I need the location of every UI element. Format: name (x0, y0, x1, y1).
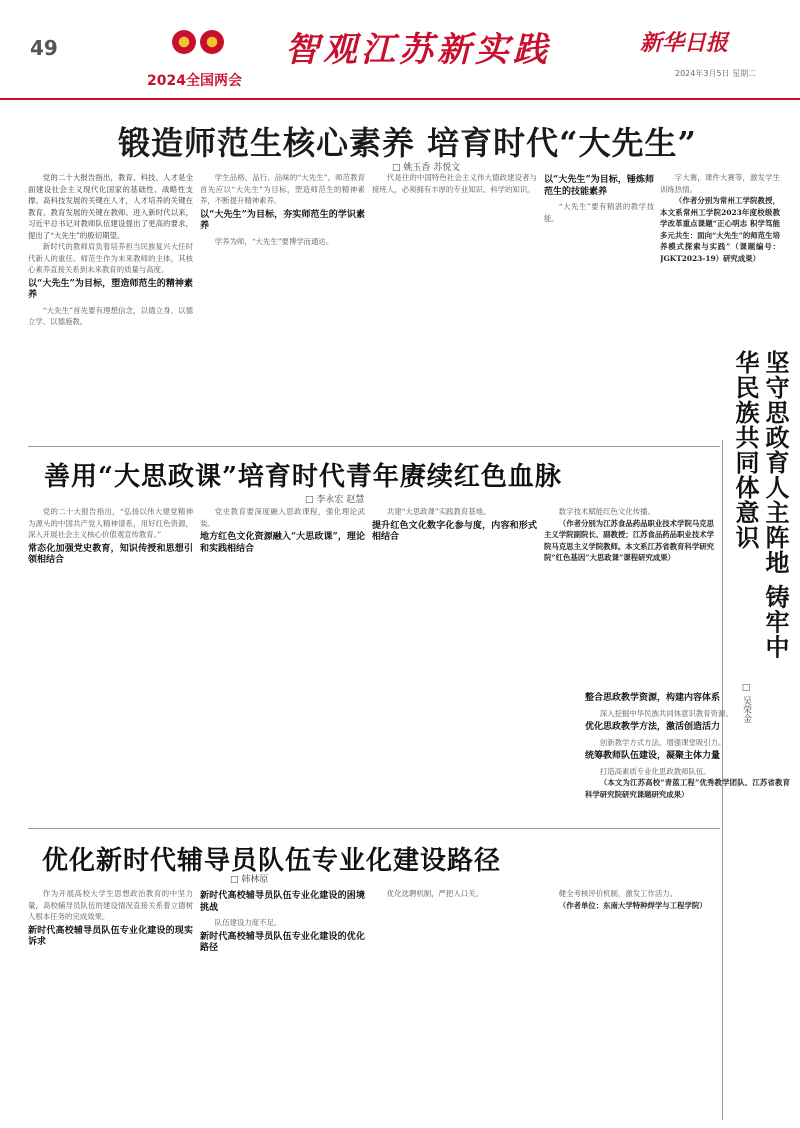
article2-body-text: 数字技术赋能红色文化传播。 (558, 507, 655, 516)
article3-sub3: 新时代高校辅导员队伍专业化建设的优化路径 (200, 931, 365, 953)
meeting-label: 2024全国两会 (147, 73, 242, 89)
article2-sub3: 提升红色文化数字化参与度，内容和形式相结合 (372, 520, 537, 542)
article3-sub1: 新时代高校辅导员队伍专业化建设的现实诉求 (28, 925, 193, 947)
article1-body-text: 字大赛，课件大赛等，激发学生训练热情。 (660, 173, 780, 194)
article1-col2 (200, 172, 365, 440)
article4-body (585, 690, 790, 1120)
column-title: 智观江苏新实践 (285, 30, 551, 70)
page-number: 49 (30, 36, 58, 60)
article4-author-note: （本文为江苏高校“青蓝工程”优秀教学团队、江苏省教育科学研究院研究课题研究成果） (585, 778, 790, 799)
article1-sub1: 以“大先生”为目标，塑造师范生的精神素养 (28, 278, 193, 300)
article1-body-text: 学生品格、品行、品味的“大先生”。师范教育首先应以“大先生”为目标，塑造师范生的精神素养，不断提升精神素养。 (200, 173, 365, 205)
article3-body-text: 健全考核评价机制，激发工作活力。 (558, 889, 678, 898)
article2-body-text: 党史教育要深度融入思政课程，强化理论武装。 (200, 507, 365, 528)
article1-body-text: 学养为师，“大先生”要博学而通达。 (214, 236, 334, 246)
article3-body-text: 优化选聘机制，严把入口关。 (386, 889, 483, 898)
article2-author-note: （作者分别为江苏食品药品职业技术学院马克思主义学院副院长、副教授；江苏食品药品职业技术学院马克思主义学院教师。本文系江苏省教育科学研究院“红色基因”大思政课”课程研究成果） (544, 518, 714, 562)
article2-col3 (372, 506, 537, 818)
article1-title: 锻造师范生核心素养 培育时代“大先生” (118, 124, 697, 162)
article3-col3 (372, 888, 537, 1118)
article3-byline: □ 韩林原 (230, 875, 269, 885)
article2-body-text: 党的二十大报告指出，“弘扬以伟大建党精神为源头的中国共产党人精神谱系，用好红色资源，深入开展社会主义核心价值观宣传教育。” (28, 507, 193, 539)
article1-author-note: （作者分别为常州工学院教授，本文系常州工学院2023年度校级教学改革重点课题“正心明志 积学笃能 多元共生：面向“大先生”的师范生培养模式探索与实践”（课题编号：JGKT2023-19）研究成果） (660, 196, 780, 263)
article4-body-text: 打造高素质专业化思政教师队伍。 (599, 766, 711, 776)
article3-col2 (200, 888, 365, 1118)
article3-sub2: 新时代高校辅导员队伍专业化建设的困境挑战 (200, 891, 365, 913)
article4-title: 坚守思政育人主阵地 铸牢中华民族共同体意识 (731, 350, 790, 660)
article1-byline: □ 姚玉香 苏悦文 (392, 163, 461, 173)
article4-body-text: 创新教学方式方法，增强课堂吸引力。 (599, 737, 726, 747)
article2-col1 (28, 506, 193, 818)
article2-byline: □ 李永宏 赵慧 (305, 495, 365, 505)
article1-body-text: “大先生”要有精湛的教学技能。 (544, 202, 654, 223)
article3-author-note: （作者单位：东南大学特种焊学与工程学院） (558, 900, 707, 910)
article4-sub1: 整合思政教学资源，构建内容体系 (585, 693, 721, 703)
article4-byline: □ 吴荣金 (741, 683, 751, 723)
article4-sub3: 统筹教师队伍建设，凝聚主体力量 (585, 751, 721, 761)
article1-col1 (28, 172, 193, 440)
article1-body-text: 代是往的中国特色社会主义伟大德政建设者与接班人，必须拥有丰厚的专业知识、科学的知识。 (372, 173, 537, 194)
article4-body-text: 深入挖掘中华民族共同体意识教育资源。 (599, 708, 733, 718)
article1-sub3: 以“大先生”为目标，锤炼师范生的技能素养 (544, 175, 654, 197)
article2-sub1: 常态化加强党史教育，知识传授和思想引领相结合 (28, 543, 193, 565)
article2-title: 善用“大思政课”培育时代青年赓续红色血脉 (44, 462, 562, 492)
divider (28, 446, 720, 447)
newspaper-logo: 新华日报 (640, 30, 729, 56)
article2-sub2: 地方红色文化资源融入“大思政课”，理论和实践相结合 (200, 532, 365, 554)
article1-col4 (544, 172, 654, 440)
article4-sub2: 优化思政教学方法，激活创造活力 (585, 722, 721, 732)
party-emblem-icon (172, 30, 196, 54)
article2-col2 (200, 506, 365, 818)
article1-sub2: 以“大先生”为目标，夯实师范生的学识素养 (200, 209, 365, 231)
article3-col1 (28, 888, 193, 1118)
issue-date: 2024年3月5日 星期二 (675, 69, 757, 78)
npc-emblem-icon (200, 30, 224, 54)
article3-body-text: 作为开展高校大学生思想政治教育的中坚力量，高校辅导员队伍的建设情况直接关系着立德树人根本任务的完成效果。 (28, 889, 193, 921)
article4-title-box (730, 350, 792, 680)
article2-body-text: 共建“大思政课”实践教育基地。 (386, 507, 491, 516)
article3-body-text: 队伍建设力度不足。 (214, 918, 282, 927)
article1-body-text: “大先生”首先要有理想信念，以德立身、以德立学、以德施教。 (28, 305, 193, 326)
article1-col3 (372, 172, 537, 440)
article1-body-text: 新时代的教师肩负着培养担当民族复兴大任时代新人的重任。师范生作为未来教师的主体，其核心素养直接关系到未来教育的质量与高度。 (28, 242, 193, 274)
article1-lead: 党的二十大报告指出，教育、科技、人才是全面建设社会主义现代化国家的基础性、战略性支撑。高科技发展的关键在人才，人才培养的关键在教育。教育发展的关键在教师。进入新时代以来，习近平总书记对教师队伍建设提出了更高的要求，提出了“大先生”的殷切期望。 (28, 173, 193, 240)
article3-title: 优化新时代辅导员队伍专业化建设路径 (42, 846, 502, 876)
